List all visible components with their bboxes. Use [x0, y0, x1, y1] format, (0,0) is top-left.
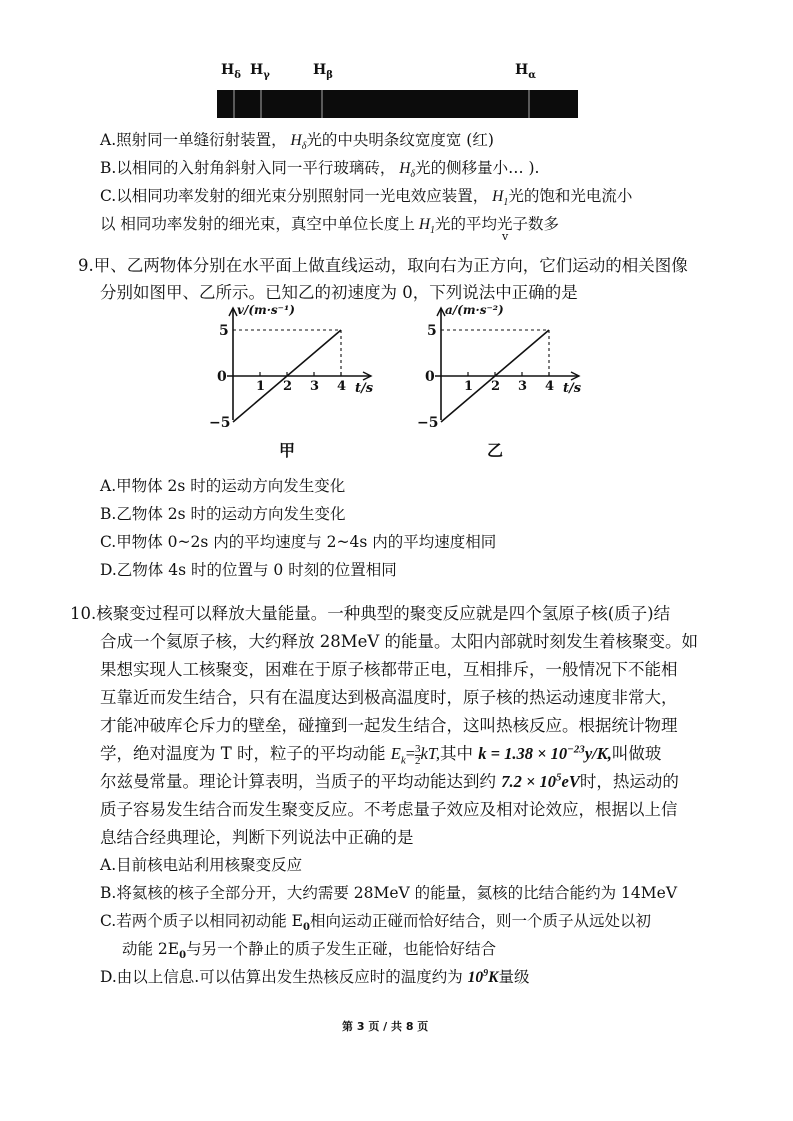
q8-option-a: A.照射同一单缝衍射装置， $H_\delta$光的中央明条纹宽度宽 (红): [100, 131, 494, 153]
q10-option-b: B.将氦核的核子全部分开，大约需要 28MeV 的能量，氦核的比结合能约为 14MeV: [100, 884, 678, 902]
y-tick-label: 0: [425, 369, 435, 385]
h-beta-label: $H_\beta$: [313, 62, 333, 81]
x-tick-label: 4: [337, 379, 347, 394]
y-tick-label: −5: [417, 415, 439, 431]
q8-option-b: B.以相同的入射角斜射入同一平行玻璃砖， $H_\delta$光的侧移量小… ).: [100, 159, 540, 181]
q10-option-a: A.目前核电站利用核聚变反应: [100, 856, 303, 874]
proton-energy-value: $7.2 \times 10^5eV$: [501, 771, 580, 791]
q10-stem-line6: 学，绝对温度为 T 时，粒子的平均动能 $E_k=$ $\frac{3}{2}$ kT,其中 $k = 1.38 \times 10^{-23}y/K$,叫做玻: [100, 742, 662, 767]
q10-stem-line8: 质子容易发生结合而发生聚变反应。不考虑量子效应及相对论效应，根据以上信: [100, 800, 678, 819]
page-footer: 第 3 页 / 共 8 页: [342, 1020, 429, 1033]
q10-option-c-line2: 动能 $2E_0$与另一个静止的质子发生正碰，也能恰好结合: [122, 940, 497, 962]
temperature-value: $10^9K$: [467, 967, 499, 986]
y-tick-label: −5: [209, 415, 231, 431]
x-tick-label: 3: [518, 379, 528, 394]
x-axis-label: t/s: [563, 381, 582, 396]
chart-jia: [209, 303, 374, 460]
x-tick-label: 2: [491, 379, 501, 394]
chart-caption: 甲: [279, 441, 296, 460]
x-tick-label: 1: [464, 379, 474, 394]
q9-stem-line2: 分别如图甲、乙所示。已知乙的初速度为 0，下列说法中正确的是: [100, 283, 578, 302]
chart-yi: [417, 303, 582, 460]
y-tick-label: 5: [427, 323, 437, 339]
x-axis-label: t/s: [355, 381, 374, 396]
q10-stem-line2: 合成一个氦原子核，大约释放 28MeV 的能量。太阳内部就时刻发生着核聚变。如: [100, 632, 699, 651]
q10-stem-line9: 息结合经典理论，判断下列说法中正确的是: [100, 828, 414, 847]
q9-stem-line1: 9.甲、乙两物体分别在水平面上做直线运动，取向右为正方向，它们运动的相关图像: [78, 256, 688, 275]
q8-option-c: C.以相同功率发射的细光束分别照射同一光电效应装置， $H_1$光的饱和光电流小: [100, 187, 633, 209]
x-tick-label: 3: [310, 379, 320, 394]
q10-stem-line5: 才能冲破库仑斥力的壁垒，碰撞到一起发生结合，这叫热核反应。根据统计物理: [100, 716, 678, 735]
h-delta-label: $H_\delta$: [221, 62, 241, 81]
q10-option-d: D.由以上信息.可以估算出发生热核反应时的温度约为 $10^9K$量级: [100, 967, 530, 986]
y-axis-label: a/(m·s⁻²): [445, 303, 504, 317]
q10-stem-line7: 尔兹曼常量。理论计算表明，当质子的平均动能达到约 $7.2 \times 10^5eV$时，热运动的: [100, 771, 679, 791]
q10-stem-line1: 10.核聚变过程可以释放大量能量。一种典型的聚变反应就是四个氢原子核(质子)结: [70, 604, 671, 623]
x-tick-label: 4: [545, 379, 555, 394]
h-alpha-label: $H_\alpha$: [515, 62, 536, 81]
q8-option-d: 以 相同功率发射的细光束，真空中单位长度上 $H_1$光的平均光子数多: [100, 215, 560, 237]
q9-option-d: D.乙物体 4s 时的位置与 0 时刻的位置相同: [100, 561, 397, 579]
kinetic-energy-formula: $E_k=$ $\frac{3}{2}$ kT,: [390, 742, 440, 767]
boltzmann-constant: $k = 1.38 \times 10^{-23}y/K$,: [478, 743, 612, 763]
charts-svg: [0, 0, 793, 480]
q10-stem-line4: 互靠近而发生结合，只有在温度达到极高温度时，原子核的热运动速度非常大，: [100, 688, 678, 707]
q10-option-c-line1: C.若两个质子以相同初动能 $E_0$相向运动正碰而恰好结合，则一个质子从远处以初: [100, 912, 651, 934]
h-gamma-label: $H_\gamma$: [250, 62, 270, 81]
y-tick-label: 5: [219, 323, 229, 339]
x-tick-label: 2: [283, 379, 293, 394]
x-tick-label: 1: [256, 379, 266, 394]
y-axis-label: v/(m·s⁻¹): [237, 303, 295, 317]
q9-option-c: C.甲物体 0~2s 内的平均速度与 2~4s 内的平均速度相同: [100, 533, 497, 551]
y-tick-label: 0: [217, 369, 227, 385]
q9-option-a: A.甲物体 2s 时的运动方向发生变化: [100, 477, 346, 495]
q9-option-b: B.乙物体 2s 时的运动方向发生变化: [100, 505, 346, 523]
q8-stray-mark: v: [502, 230, 509, 243]
chart-caption: 乙: [487, 441, 504, 460]
q10-stem-line3: 果想实现人工核聚变，困难在于原子核都带正电，互相排斥，一般情况下不能相: [100, 660, 678, 679]
